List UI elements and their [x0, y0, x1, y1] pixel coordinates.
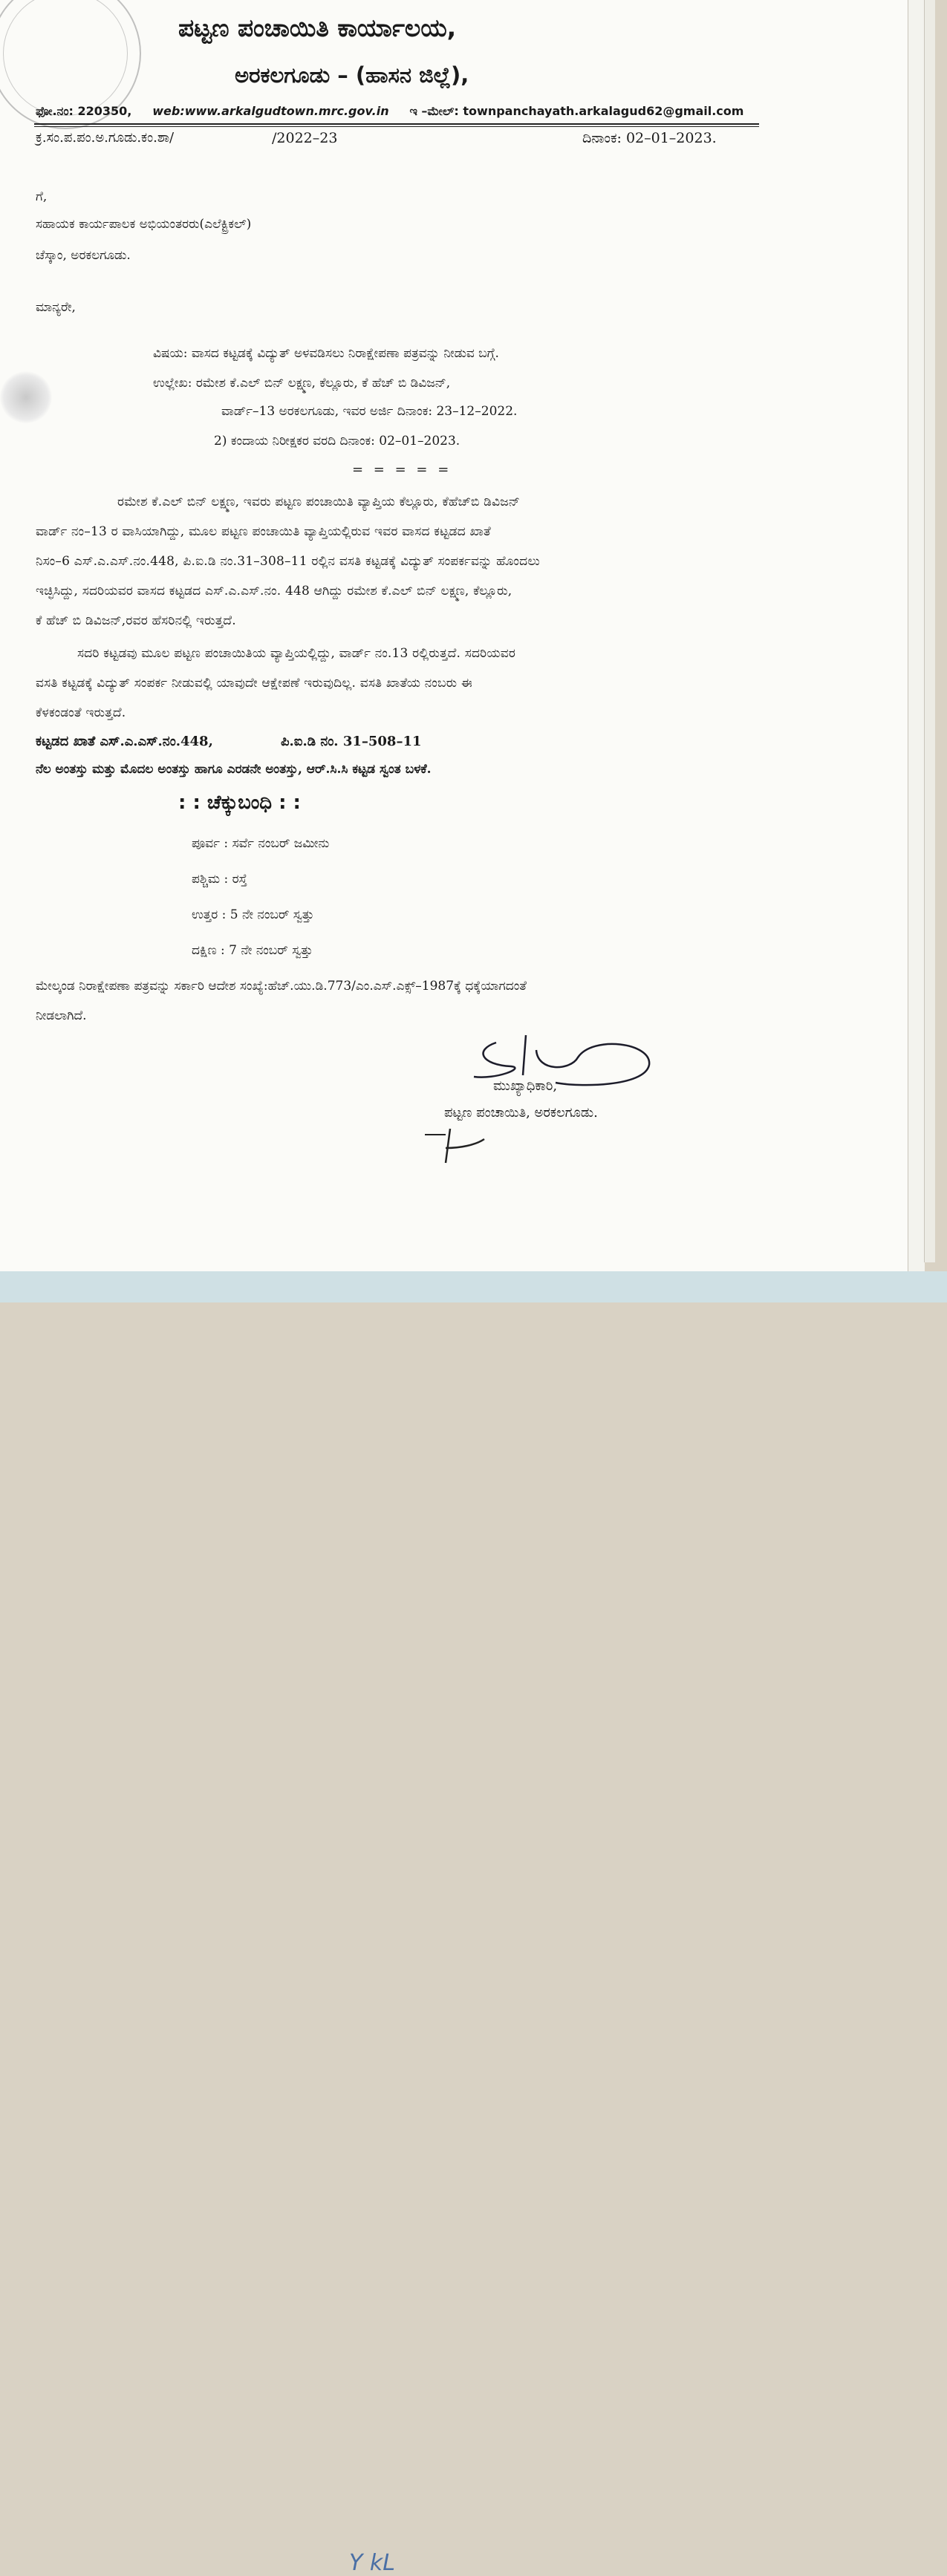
paragraph-1-line: ಇಚ್ಛಿಸಿದ್ದು, ಸದರಿಯವರ ವಾಸದ ಕಟ್ಟಡದ ಎಸ್.ಎ.ಎಸ್.ನಂ. 448 ಆಗಿದ್ದು ರಮೇಶ ಕೆ.ಎಲ್ ಬಿನ್ ಲಕ್ಷ್ಮಣ, ಕೆಲ್ಲೂರು,: [36, 584, 512, 599]
letter-page: [0, 0, 908, 1271]
boundary-south: ದಕ್ಷಿಣ : 7 ನೇ ನಂಬರ್ ಸ್ವತ್ತು: [192, 943, 313, 958]
office-name-heading: ಪಟ್ಟಣ ಪಂಚಾಯಿತಿ ಕಾರ್ಯಾಲಯ,: [178, 13, 457, 42]
paragraph-1-line: ವಾರ್ಡ್ ನಂ–13 ರ ವಾಸಿಯಾಗಿದ್ದು, ಮೂಲ ಪಟ್ಟಣ ಪಂಚಾಯಿತಿ ವ್ಯಾಪ್ತಿಯಲ್ಲಿರುವ ಇವರ ವಾಸದ ಕಟ್ಟಡದ ಖಾತೆ: [36, 524, 491, 539]
initial-mark: [423, 1126, 490, 1170]
signatory-office: ಪಟ್ಟಣ ಪಂಚಾಯಿತಿ, ಅರಕಲಗೂಡು.: [444, 1105, 598, 1121]
paper-edge: [924, 0, 935, 1262]
binder-hole: [0, 371, 52, 423]
header-rule: [34, 123, 759, 125]
paragraph-2-line: ವಸತಿ ಕಟ್ಟಡಕ್ಕೆ ವಿದ್ಯುತ್ ಸಂಪರ್ಕ ನೀಡುವಲ್ಲಿ ಯಾವುದೇ ಆಕ್ಷೇಪಣೆ ಇರುವುದಿಲ್ಲ. ವಸತಿ ಖಾತೆಯ ನಂಬರು ಈ: [36, 676, 472, 691]
closing-line-2: ನೀಡಲಾಗಿದೆ.: [36, 1008, 87, 1023]
paragraph-1-line: ನಿಸಂ–6 ಎಸ್.ಎ.ಎಸ್.ನಂ.448, ಪಿ.ಐ.ಡಿ ನಂ.31–308–11 ರಲ್ಲಿನ ವಸತಿ ಕಟ್ಟಡಕ್ಕೆ ವಿದ್ಯುತ್ ಸಂಪರ್ಕವನ್ನು ಹೊಂದಲು: [36, 554, 540, 569]
recipient-office: ಚೆಸ್ಕಾಂ, ಅರಕಲಗೂಡು.: [36, 248, 131, 263]
reference-line-1: ಉಲ್ಲೇಖ: ರಮೇಶ ಕೆ.ಎಲ್ ಬಿನ್ ಲಕ್ಷ್ಮಣ, ಕೆಲ್ಲೂರು, ಕೆ ಹೆಚ್ ಬಿ ಡಿವಿಜನ್,: [153, 376, 451, 391]
handwritten-signature: [466, 1028, 660, 1109]
salutation: ಮಾನ್ಯರೇ,: [36, 300, 76, 315]
paragraph-1-line: ರಮೇಶ ಕೆ.ಎಲ್ ಬಿನ್ ಲಕ್ಷ್ಮಣ, ಇವರು ಪಟ್ಟಣ ಪಂಚಾಯಿತಿ ವ್ಯಾಪ್ತಿಯ ಕೆಲ್ಲೂರು, ಕೆಹೆಚ್‌ಬಿ ಡಿವಿಜನ್: [117, 495, 521, 509]
khathe-number: ಕಟ್ಟಡದ ಖಾತೆ ಎಸ್.ಎ.ಎಸ್.ನಂ.448,: [36, 734, 213, 749]
reference-year: /2022–23: [272, 130, 338, 146]
letter-date: ದಿನಾಂಕ: 02–01–2023.: [582, 130, 717, 146]
reference-line-2: ವಾರ್ಡ್–13 ಅರಕಲಗೂಡು, ಇವರ ಅರ್ಜಿ ದಿನಾಂಕ: 23–12–2022.: [221, 404, 518, 419]
boundary-east: ಪೂರ್ವ : ಸರ್ವೆ ನಂಬರ್ ಜಮೀನು: [192, 836, 330, 851]
recipient-to: ಗೆ,: [36, 189, 48, 204]
closing-line-1: ಮೇಲ್ಕಂಡ ನಿರಾಕ್ಷೇಪಣಾ ಪತ್ರವನ್ನು ಸರ್ಕಾರಿ ಆದೇಶ ಸಂಖ್ಯೆ:ಹೆಚ್.ಯು.ಡಿ.773/ಎಂ.ಎಸ್.ಎಕ್ಸ್–1987ಕ್ಕೆ ಧಕ್ಕೆಯಾಗದಂತೆ: [36, 979, 527, 994]
recipient-designation: ಸಹಾಯಕ ಕಾರ್ಯಪಾಲಕ ಅಭಿಯಂತರರು(ಎಲೆಕ್ಟ್ರಿಕಲ್): [36, 217, 252, 232]
boundaries-title: : : ಚೆಕ್ಕುಬಂಧಿ : :: [178, 792, 301, 814]
contact-line: [36, 104, 743, 119]
email-address: ಇ –ಮೇಲ್: townpanchayath.arkalagud62@gmail.com: [409, 104, 744, 118]
background-surface: [0, 1271, 947, 2576]
signatory-designation: ಮುಖ್ಯಾಧಿಕಾರಿ,: [493, 1078, 558, 1094]
reference-number: ಕ್ರ.ಸಂ.ಪ.ಪಂ.ಅ.ಗೂಡು.ಕಂ.ಶಾ/: [36, 130, 175, 146]
subject-line: ವಿಷಯ: ವಾಸದ ಕಟ್ಟಡಕ್ಕೆ ವಿದ್ಯುತ್ ಅಳವಡಿಸಲು ನಿರಾಕ್ಷೇಪಣಾ ಪತ್ರವನ್ನು ನೀಡುವ ಬಗ್ಗೆ.: [153, 346, 499, 361]
website-address: web:www.arkalgudtown.mrc.gov.in: [152, 104, 389, 118]
office-location-heading: ಅರಕಲಗೂಡು – (ಹಾಸನ ಜಿಲ್ಲೆ),: [235, 62, 469, 88]
reference-line-3: 2) ಕಂದಾಯ ನಿರೀಕ್ಷಕರ ವರದಿ ದಿನಾಂಕ: 02–01–2023.: [214, 434, 461, 449]
boundary-north: ಉತ್ತರ : 5 ನೇ ನಂಬರ್ ಸ್ವತ್ತು: [192, 907, 314, 922]
boundary-west: ಪಶ್ಚಿಮ : ರಸ್ತೆ: [192, 872, 247, 887]
paragraph-1-line: ಕೆ ಹೆಚ್ ಬಿ ಡಿವಿಜನ್,ರವರ ಹೆಸರಿನಲ್ಲಿ ಇರುತ್ತದೆ.: [36, 613, 236, 628]
pen-scribble: Y kL: [349, 2550, 395, 2576]
building-floors: ನೆಲ ಅಂತಸ್ತು ಮತ್ತು ಮೊದಲ ಅಂತಸ್ತು ಹಾಗೂ ಎರಡನೇ ಅಂತಸ್ತು, ಆರ್.ಸಿ.ಸಿ ಕಟ್ಟಡ ಸ್ವಂತ ಬಳಕೆ.: [36, 762, 432, 777]
section-divider: = = = = =: [352, 462, 452, 477]
header-rule-thin: [34, 126, 759, 127]
pid-number: ಪಿ.ಐ.ಡಿ ನಂ. 31–508–11: [281, 734, 422, 749]
paper-edge: [908, 0, 925, 1277]
paragraph-2-line: ಸದರಿ ಕಟ್ಟಡವು ಮೂಲ ಪಟ್ಟಣ ಪಂಚಾಯಿತಿಯ ವ್ಯಾಪ್ತಿಯಲ್ಲಿದ್ದು, ವಾರ್ಡ್ ನಂ.13 ರಲ್ಲಿರುತ್ತದೆ. ಸದರಿಯವರ: [77, 646, 516, 661]
phone-number: ಫೋ.ನಂ: 220350,: [36, 104, 132, 118]
paragraph-2-line: ಕೆಳಕಂಡಂತೆ ಇರುತ್ತದೆ.: [36, 705, 126, 720]
